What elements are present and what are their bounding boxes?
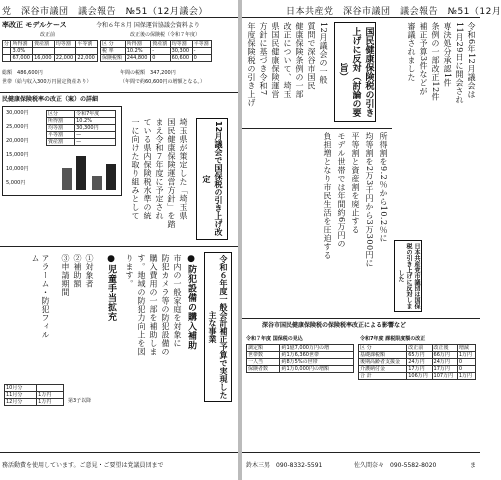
table-row: 保険者数 約1万0,000円の増額 [247,366,354,373]
body-a-col-6: 年度保険税の引き上げ [247,22,256,107]
intro-col-5: 審議されました [407,22,416,82]
chart-axis-2: 20,000円 [6,138,29,144]
before-label: 改正前 [40,32,56,38]
table-row: 世帯数 約1万6,360世帯 [247,352,354,359]
total-after: 年間の税額 347,200円 [120,70,176,76]
body-col-1: 国民健康保険運営方針」を踏 [167,118,176,229]
table-row: 税 率 10.2% - 30,300 - [101,48,212,55]
sub1-col-3: す。地域の防犯力向上を図 [137,254,146,356]
table-row: 10月分 [5,385,64,392]
body-col-3: ている県内保険税水準の統 [143,118,152,220]
sub1-col-2: 購入費用の一部を補助しま [149,254,158,356]
body-b-col-2: 平等割と資産割を廃止する [351,132,360,234]
income-note: 世帯（給与収入300万円固定資産あり） [2,79,92,85]
body-col-0: 埼玉県が策定した「埼玉県 [179,118,188,220]
bar-after-2 [106,164,116,190]
after-label: 改正後の保険税（令和７年度） [130,32,201,38]
forecast-table [246,344,354,373]
sub1-col-0: 市内の一般家庭を対象に [173,254,182,348]
list-item-1: ②補助額 [73,254,82,288]
chart-table [46,110,116,146]
list-item-0: ①対象者 [85,254,94,288]
table-row: 調定額 約1億7,000万円の増 [247,345,354,352]
intro-col-1: 11月29日に開会され [455,22,464,104]
sub2-heading: ●児童手当拡充 [106,254,116,322]
table-after [100,40,212,62]
body-b-col-3: モデル世帯では年間約6万円の [337,132,346,249]
body-a-col-3: 改正について、埼玉 [283,22,292,99]
left-footer: 務活動費を使用しています。ご意見・ご要望は党議員団まで [2,462,164,469]
table-row: 67,000 16,000 22,000 22,000 [3,55,98,62]
table-row: 資産割 — [47,139,116,146]
contact-0: 鈴木三男 090-8332-5591 [246,462,323,469]
body-a-col-5: 方針に基づき令和7 [259,22,268,96]
sub1-heading: ●防犯設備の購入補助 [186,254,196,350]
allowance-note: 第3子以降 [68,398,92,404]
bar-after [76,156,86,190]
table-row: 一人当 約8万5%の世帯 [247,359,354,366]
alarm-note: アラーム・防犯フィルム [31,254,50,339]
left-page [0,0,238,480]
table-row: 区分 令和7年度 [47,111,116,118]
body-col-4: 一に向けた取り組みとして [131,118,140,220]
table-row: 所得割 10.2% [47,118,116,125]
right-header: 日本共産党 深谷市議団 議会報告 №51（12月 [286,7,501,17]
allowance-table [4,384,64,406]
impact-table-title: 深谷市国民健康保険税の保険税率改正による影響など [262,322,407,329]
table-row: 平等割 — [47,132,116,139]
table-row: 保険税額 244,800 0 60,600 0 [101,55,212,62]
intro-col-0: 令和6年12月議会は [467,22,476,99]
body-b-col-4: 負担増となり市民生活を圧迫する [323,132,332,260]
sub1-col-1: 防犯カメラ等の防犯設備の [161,254,170,356]
right-page [242,0,501,480]
table-row: 区 分 改正前 改正後 増減 [359,345,476,352]
bar-before [62,168,72,190]
source-note: 令和６年８月 国保運営協議会資料より [96,22,200,29]
table-row: 均等割 30,300円 [47,125,116,132]
table-row: 後期高齢者支援金 24万円 24万円 0 [359,359,476,366]
table-row: 12月分 1万円 [5,399,64,406]
intro-col-2: 専決処分承認1件 [443,22,452,88]
body-col-2: まえ令和７年度に予定され [155,118,164,220]
revision-heading: 12月議会で国保税の引き上げ改定 [196,118,228,240]
t1-title: 令和７年度 国保税の見込 [246,336,303,342]
contact-1: 佐久間奈々 090-5582-8020 [354,462,437,469]
body-b-col-1: 均等割を2万3千円から3万300円に [365,132,374,268]
chart-bars [58,150,118,190]
body-b-col-0: 所得割を9.2％から10.2％に [379,132,388,243]
income-note-after: （年間で約60,600円の増額となる。） [120,79,205,85]
body-a-col-0: 12月議会の一般 [319,22,328,85]
intro-col-4: 補正予算3件などが [419,22,428,96]
list-item-2: ③申請期間 [61,254,70,297]
total-before: 総額 486,600円 [2,70,43,76]
table-row: 介護納付金 17万円 17万円 0 [359,366,476,373]
table-row: 11月分 1万円 [5,392,64,399]
chart-axis-4: 10,000円 [6,166,29,172]
table-row: 区 分 所得割 資産割 均等割 平等割 [101,41,212,48]
table-before [2,40,98,62]
chart-axis-5: 5,000円 [6,180,26,186]
table-row: 基礎課税額 65万円 66万円 1万円 [359,352,476,359]
case-title: 率改正 モデルケース [2,21,67,29]
limit-table [358,344,476,380]
table-row: 分 所得割 資産割 均等割 平等割 [3,41,98,48]
chart-axis-1: 25,000円 [6,124,29,130]
supplementary-budget-heading: 令和６年度一般会計補正予算で実現した主な事業 [204,252,232,402]
sub1-col-4: ります。 [125,254,134,288]
body-a-col-1: 質問で深谷市国民 [307,22,316,90]
table-row: 合 計 106万円 107万円 1万円 [359,373,476,380]
bar-before-2 [92,176,102,190]
table-row: 3.0% [3,48,98,55]
footer-tail: ま [470,462,477,469]
chart-title: 民健康保険税率の改正（案）の詳細 [2,96,99,103]
t2-title: 令和7年度 課税限度額の改正 [360,336,426,342]
opposition-box: 日本共産党市議団は国保税の引き上げに反対しました [394,240,422,312]
body-a-col-4: 県国民健康保険運営 [271,22,280,99]
chart-axis-0: 30,000円 [6,110,29,116]
chart-axis-3: 15,000円 [6,152,29,158]
body-a-col-2: 健康保険条例の一部 [295,22,304,99]
intro-col-3: 条例の一部改正12件 [431,22,440,102]
left-header: 党 深谷市議団 議会報告 №51（12月議会） [2,7,208,17]
opposition-heading: 国民健康保険税の引き上げに反対（討論の要旨） [334,22,376,122]
